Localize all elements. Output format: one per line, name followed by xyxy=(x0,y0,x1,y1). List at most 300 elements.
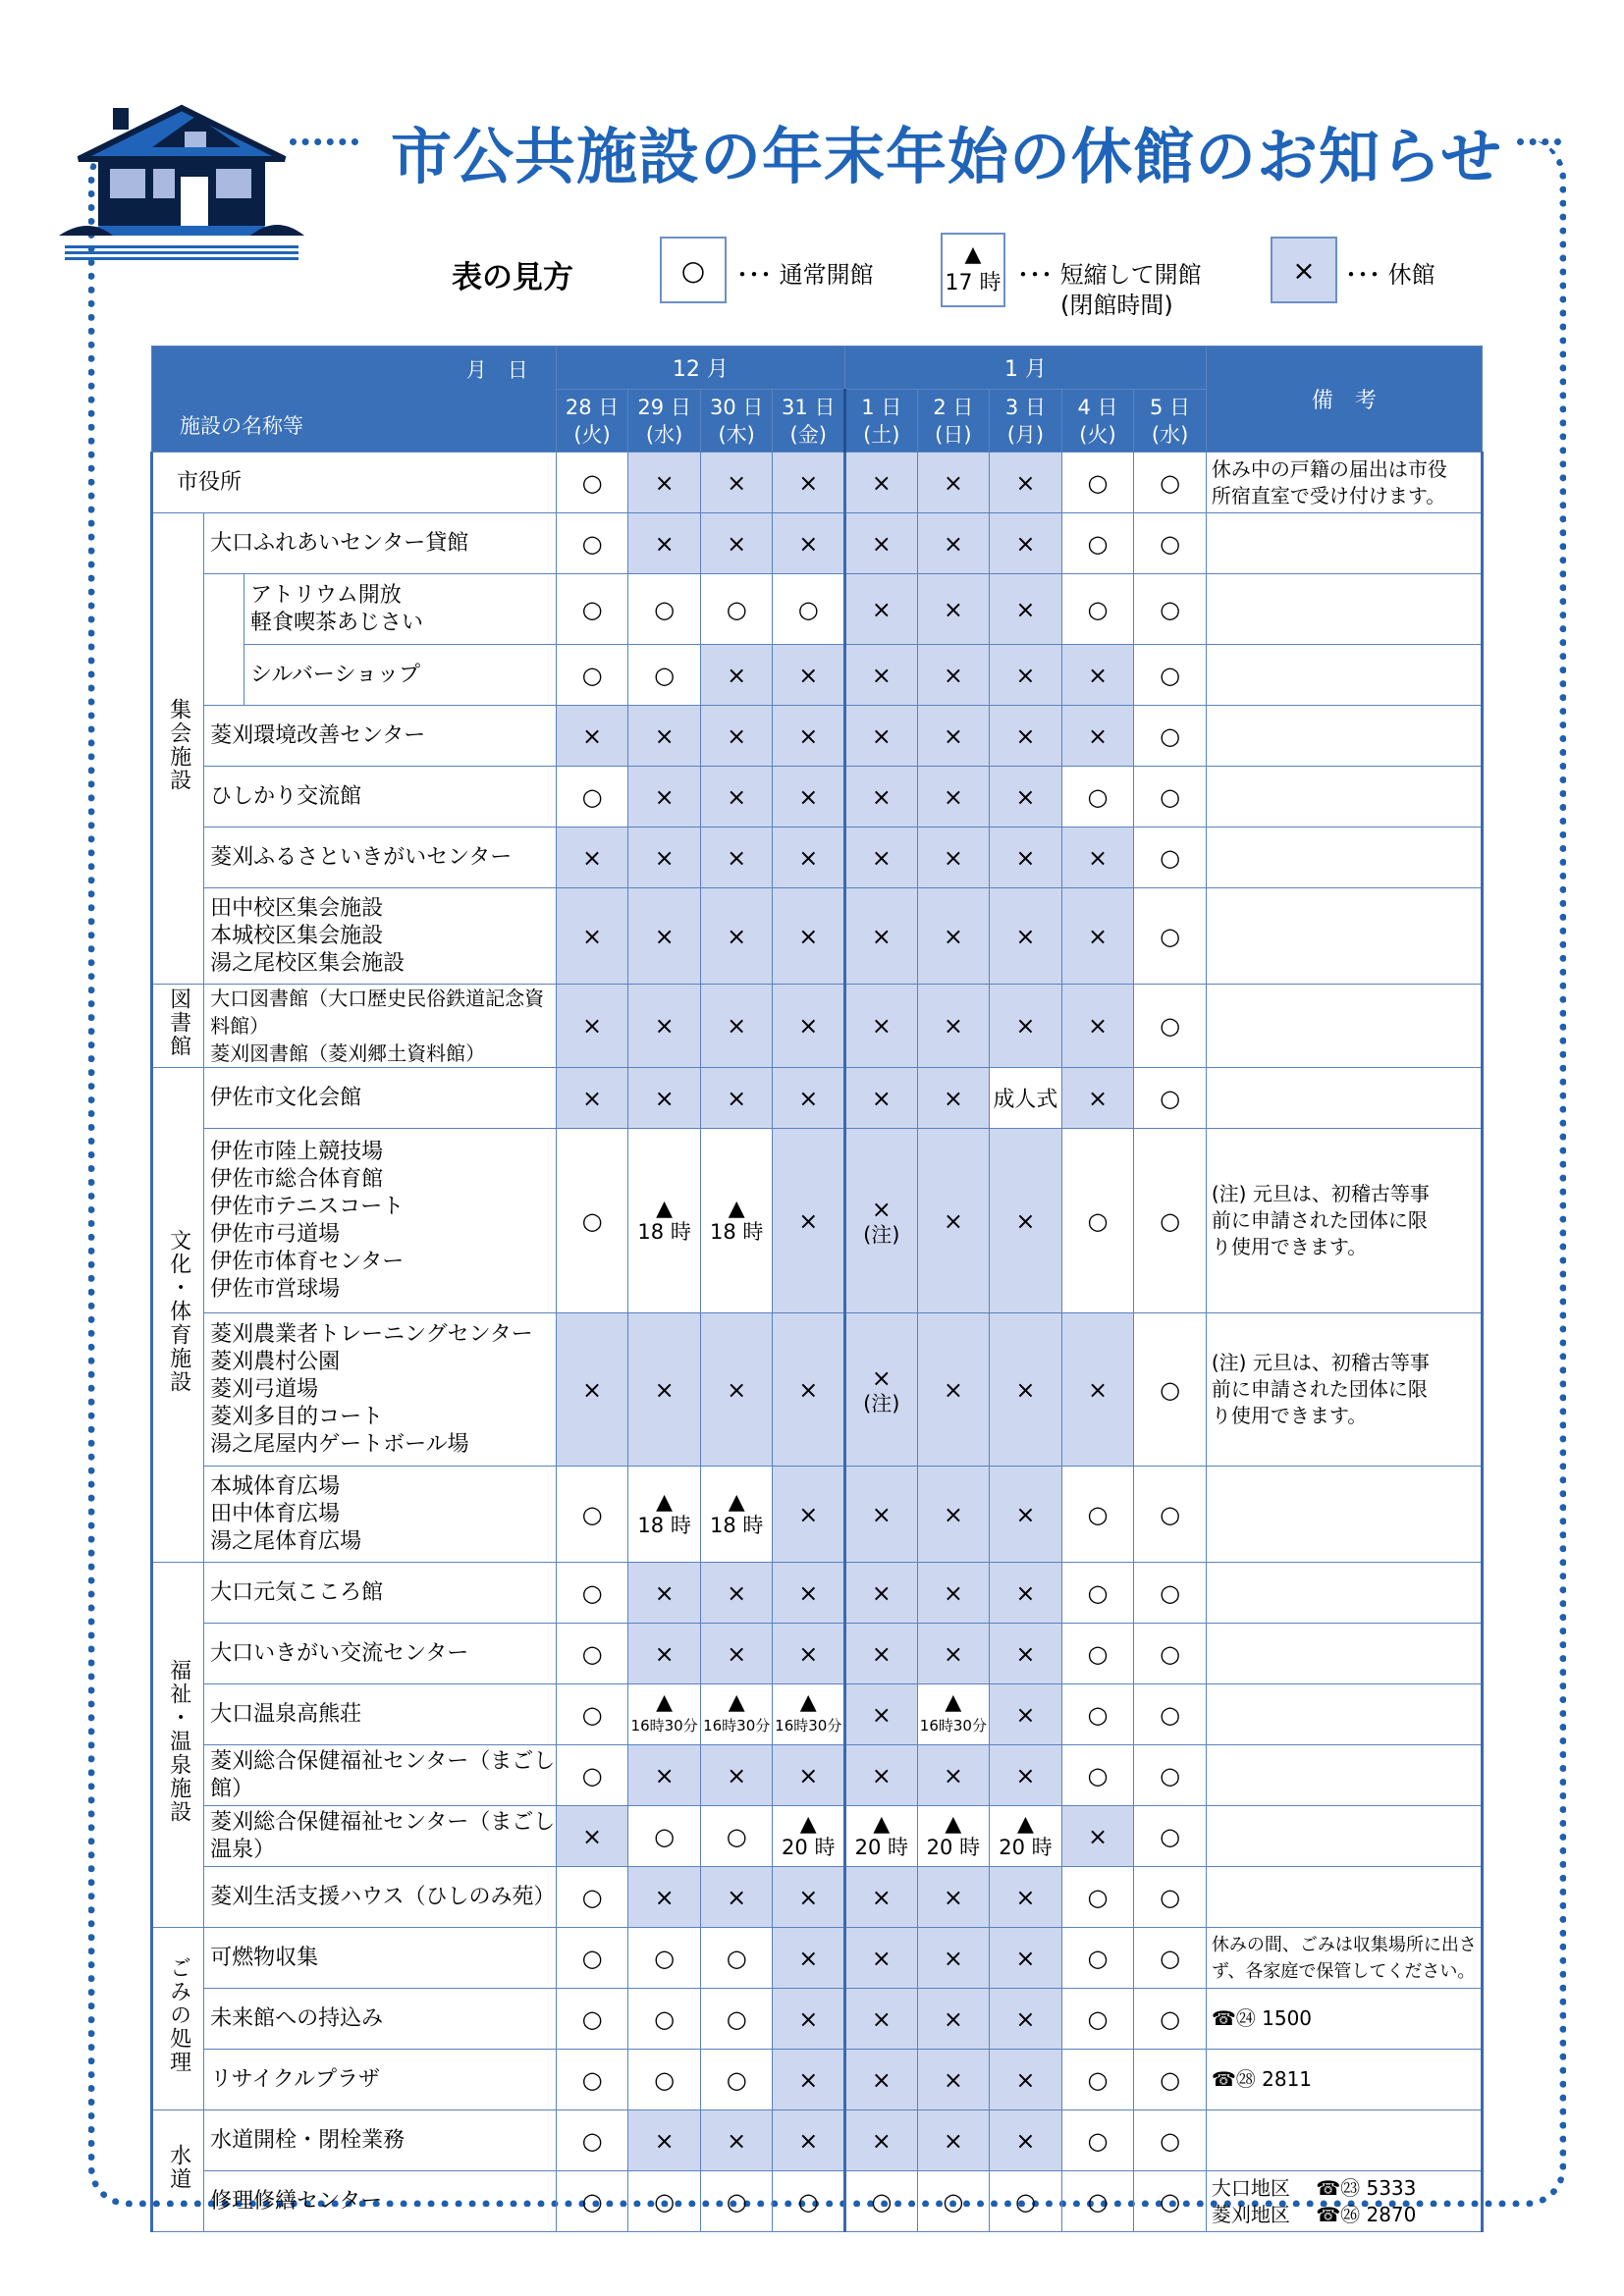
status-symbol: × xyxy=(798,1761,819,1789)
status-symbol: ○ xyxy=(1087,1639,1109,1668)
status-cell xyxy=(917,2110,990,2171)
status-symbol: ○ xyxy=(1087,1206,1109,1235)
status-symbol: × xyxy=(943,922,963,950)
status-symbol: ○ xyxy=(1087,1578,1109,1607)
status-cell xyxy=(845,1745,918,1806)
facility-name xyxy=(204,1684,557,1745)
facility-name-line: 伊佐市営球場 xyxy=(210,1276,341,1302)
status-cell xyxy=(556,1129,628,1313)
status-symbol: ▲ xyxy=(728,1689,745,1715)
facility-name xyxy=(204,828,557,888)
status-symbol: × xyxy=(798,1639,819,1668)
status-symbol: × xyxy=(871,1500,892,1528)
facility-name-line: 湯之尾校区集会施設 xyxy=(210,950,406,976)
status-symbol: ○ xyxy=(1087,595,1109,623)
status-symbol: ○ xyxy=(726,1944,747,1972)
status-symbol: × xyxy=(798,782,819,811)
status-cell xyxy=(990,1684,1062,1745)
status-cell xyxy=(773,1313,845,1467)
status-cell xyxy=(990,1989,1062,2050)
legend-short-symbol: ▲ xyxy=(964,241,982,267)
facility-name-line: 伊佐市テニスコート xyxy=(210,1194,405,1219)
status-symbol: × xyxy=(727,1761,747,1789)
status-symbol: × xyxy=(727,843,747,872)
table-row xyxy=(152,1624,1483,1684)
status-cell xyxy=(990,1068,1062,1129)
status-symbol: × xyxy=(1015,922,1036,950)
status-cell xyxy=(1061,888,1134,985)
status-symbol: × xyxy=(582,1084,603,1112)
status-cell xyxy=(556,706,628,767)
status-cell xyxy=(700,2050,773,2110)
legend-closed-symbol: × xyxy=(1292,253,1316,287)
status-cell xyxy=(773,1467,845,1563)
status-cell xyxy=(1061,1068,1134,1129)
status-cell xyxy=(845,513,918,574)
status-symbol: × xyxy=(1087,922,1109,950)
status-cell xyxy=(628,513,701,574)
status-symbol: ○ xyxy=(1087,2004,1109,2033)
status-symbol: × xyxy=(1087,721,1109,750)
status-symbol: ▲ xyxy=(873,1811,891,1837)
status-cell xyxy=(917,1867,990,1928)
status-symbol: ○ xyxy=(1087,1761,1109,1789)
status-symbol: × xyxy=(943,468,963,497)
status-cell xyxy=(845,1129,918,1313)
remarks-line: ☎㉘ 2811 xyxy=(1211,2067,1313,2091)
facility-name xyxy=(204,985,557,1068)
status-cell xyxy=(845,1806,918,1867)
status-cell xyxy=(556,574,628,645)
house-icon xyxy=(59,98,304,265)
status-cell xyxy=(700,1745,773,1806)
status-time: 18 時 xyxy=(709,1513,764,1537)
facility-name-line: 大口いきがい交流センター xyxy=(210,1640,469,1666)
status-cell xyxy=(1061,985,1134,1068)
header-month-dec: 12 月 xyxy=(556,347,844,390)
remarks-cell xyxy=(1206,574,1482,645)
status-symbol: × xyxy=(1015,1500,1036,1528)
status-symbol: × xyxy=(871,661,892,689)
remarks-cell xyxy=(1206,1563,1482,1624)
status-symbol: × xyxy=(1015,468,1036,497)
status-symbol: ○ xyxy=(1160,782,1181,811)
status-symbol: × xyxy=(654,922,675,950)
status-symbol: ○ xyxy=(581,2187,603,2216)
header-corner xyxy=(152,347,557,453)
facility-name-line: 伊佐市弓道場 xyxy=(210,1221,341,1247)
header-day-date: 5 日 xyxy=(1150,395,1191,419)
remarks-line: 前に申請された団体に限 xyxy=(1211,1208,1428,1232)
facility-name-line: 大口元気こころ館 xyxy=(210,1579,384,1605)
status-symbol: ○ xyxy=(1160,922,1181,950)
status-symbol: × xyxy=(943,2065,963,2094)
status-cell xyxy=(917,1467,990,1563)
header-day-weekday: (月) xyxy=(1006,422,1045,447)
status-symbol: × xyxy=(943,1500,963,1528)
status-cell xyxy=(1061,645,1134,706)
status-cell xyxy=(700,1928,773,1989)
facility-name-line: 菱刈多目的コート xyxy=(210,1404,384,1429)
status-cell xyxy=(845,574,918,645)
remarks-cell xyxy=(1206,1989,1482,2050)
status-symbol: ○ xyxy=(581,529,603,558)
status-cell xyxy=(700,645,773,706)
status-cell xyxy=(628,1928,701,1989)
status-symbol: ○ xyxy=(1160,2126,1181,2155)
status-cell xyxy=(1061,1313,1134,1467)
status-cell xyxy=(845,706,918,767)
status-cell xyxy=(700,706,773,767)
facility-name xyxy=(204,1745,557,1806)
header-day-weekday: (火) xyxy=(1079,422,1116,447)
status-symbol: × xyxy=(943,843,963,872)
table-row xyxy=(152,1806,1483,1867)
facility-name xyxy=(204,1467,557,1563)
status-cell xyxy=(700,985,773,1068)
status-symbol: ○ xyxy=(1087,1500,1109,1528)
remarks-cell xyxy=(1206,888,1482,985)
status-symbol: ○ xyxy=(581,1206,603,1235)
status-symbol: × xyxy=(871,1012,892,1040)
remarks-cell xyxy=(1206,1313,1482,1467)
facility-name-line: 可燃物収集 xyxy=(210,1945,319,1970)
facility-name xyxy=(204,1624,557,1684)
header-remarks: 備 考 xyxy=(1206,347,1482,453)
status-cell xyxy=(700,1806,773,1867)
status-time: 20 時 xyxy=(854,1835,909,1859)
status-symbol: × xyxy=(871,1084,892,1112)
remarks-line: り使用できます。 xyxy=(1211,1404,1368,1427)
status-symbol: × xyxy=(1015,1639,1036,1668)
status-time: (注) xyxy=(863,1391,900,1415)
status-symbol: ○ xyxy=(726,595,747,623)
status-symbol: × xyxy=(727,468,747,497)
status-symbol: × xyxy=(727,1639,747,1668)
status-cell xyxy=(773,888,845,985)
status-cell xyxy=(1061,1624,1134,1684)
status-symbol: ○ xyxy=(581,1639,603,1668)
facility-name-line: 大口温泉高熊荘 xyxy=(210,1701,362,1727)
status-symbol: ○ xyxy=(1160,721,1181,750)
header-day-date: 29 日 xyxy=(637,395,691,419)
status-cell xyxy=(1134,1467,1207,1563)
header-month-day: 月 日 xyxy=(465,358,528,382)
status-cell xyxy=(556,767,628,828)
status-cell xyxy=(1061,1129,1134,1313)
page-title: 市公共施設の年末年始の休館のお知らせ xyxy=(391,121,1503,192)
status-symbol: ○ xyxy=(1160,1206,1181,1235)
status-symbol: 成人式 xyxy=(993,1088,1058,1112)
status-symbol: ○ xyxy=(1160,1944,1181,1972)
status-cell xyxy=(1061,767,1134,828)
status-symbol: × xyxy=(727,529,747,558)
category-label-text: 福祉・温泉施設 xyxy=(166,1659,191,1824)
status-cell xyxy=(628,1467,701,1563)
status-symbol: × xyxy=(798,1578,819,1607)
facility-name xyxy=(204,1989,557,2050)
status-symbol: ○ xyxy=(726,2187,747,2216)
status-cell xyxy=(556,1989,628,2050)
status-symbol: × xyxy=(1015,1944,1036,1972)
facility-name-line: ひしかり交流館 xyxy=(210,783,362,809)
status-cell xyxy=(990,767,1062,828)
header-day-date: 28 日 xyxy=(565,395,620,419)
table-row xyxy=(152,513,1483,574)
status-cell xyxy=(1134,888,1207,985)
header-day-date: 30 日 xyxy=(709,395,764,419)
status-cell xyxy=(773,2171,845,2232)
category-label-text: 文化・体育施設 xyxy=(166,1229,191,1394)
status-symbol: ▲ xyxy=(656,1689,674,1715)
status-symbol: × xyxy=(654,1883,675,1911)
status-cell xyxy=(628,1684,701,1745)
status-cell xyxy=(628,1624,701,1684)
remarks-line: り使用できます。 xyxy=(1211,1235,1368,1258)
facility-name xyxy=(204,513,557,574)
status-symbol: ○ xyxy=(581,661,603,689)
status-cell xyxy=(628,1867,701,1928)
remarks-cell xyxy=(1206,453,1482,513)
facility-name-line: 水道開栓・閉栓業務 xyxy=(210,2127,406,2153)
status-symbol: × xyxy=(654,1375,675,1404)
table-row xyxy=(152,1068,1483,1129)
facility-name-line: 菱刈総合保健福祉センター（まごし温泉） xyxy=(210,1809,556,1862)
status-symbol: × xyxy=(727,1084,747,1112)
status-cell xyxy=(700,1867,773,1928)
status-symbol: ▲ xyxy=(728,1196,745,1221)
status-symbol: × xyxy=(798,1944,819,1972)
facility-name xyxy=(204,1563,557,1624)
status-symbol: × xyxy=(871,1195,892,1223)
status-time: 20 時 xyxy=(999,1835,1053,1859)
status-symbol: × xyxy=(943,1639,963,1668)
status-symbol: × xyxy=(798,529,819,558)
facility-name-line: 未来館への持込み xyxy=(210,2005,384,2031)
status-cell xyxy=(845,453,918,513)
status-cell xyxy=(845,2050,918,2110)
status-symbol: × xyxy=(871,2065,892,2094)
status-symbol: × xyxy=(943,1375,963,1404)
facility-name xyxy=(204,1928,557,1989)
status-symbol: × xyxy=(654,468,675,497)
facility-name-line: アトリウム開放 xyxy=(249,582,402,608)
status-cell xyxy=(556,2110,628,2171)
header-day xyxy=(917,390,990,453)
status-cell xyxy=(700,888,773,985)
remarks-line: (注) 元旦は、初稽古等事 xyxy=(1211,1351,1430,1374)
legend-short-label: ･･･ 短縮して開館 xyxy=(1017,261,1202,289)
status-symbol: × xyxy=(1015,595,1036,623)
status-cell xyxy=(773,1129,845,1313)
status-cell xyxy=(1134,2050,1207,2110)
status-symbol: ○ xyxy=(1160,1500,1181,1528)
dotted-frame-top-right xyxy=(1517,138,1561,145)
remarks-cell xyxy=(1206,1624,1482,1684)
status-symbol: ▲ xyxy=(728,1489,745,1515)
remarks-cell xyxy=(1206,1068,1482,1129)
status-cell xyxy=(990,828,1062,888)
status-symbol: ○ xyxy=(1160,529,1181,558)
status-cell xyxy=(917,1624,990,1684)
facility-name-line: 伊佐市陸上競技場 xyxy=(210,1139,384,1164)
status-cell xyxy=(845,1068,918,1129)
status-symbol: ○ xyxy=(581,1578,603,1607)
status-cell xyxy=(773,574,845,645)
status-cell xyxy=(628,706,701,767)
status-cell xyxy=(1134,1806,1207,1867)
status-time: 18 時 xyxy=(637,1513,691,1537)
status-symbol: × xyxy=(727,1578,747,1607)
status-symbol: ○ xyxy=(1160,1883,1181,1911)
status-cell xyxy=(628,1745,701,1806)
status-cell xyxy=(773,1745,845,1806)
status-symbol: ○ xyxy=(797,2187,819,2216)
category-label-text: 水道 xyxy=(166,2144,191,2191)
status-cell xyxy=(556,1806,628,1867)
status-symbol: × xyxy=(871,468,892,497)
status-cell xyxy=(1134,706,1207,767)
status-cell xyxy=(990,706,1062,767)
table-row xyxy=(152,453,1483,513)
status-cell xyxy=(700,828,773,888)
status-cell xyxy=(556,2171,628,2232)
status-symbol: × xyxy=(582,1822,603,1850)
status-cell xyxy=(1134,767,1207,828)
remarks-line: 所宿直室で受け付けます。 xyxy=(1211,483,1446,507)
status-symbol: × xyxy=(1015,782,1036,811)
facility-name-line: 田中体育広場 xyxy=(210,1501,341,1526)
remarks-cell xyxy=(1206,1467,1482,1563)
status-cell xyxy=(628,1989,701,2050)
status-symbol: × xyxy=(798,1084,819,1112)
table-row xyxy=(152,767,1483,828)
status-symbol: × xyxy=(1015,529,1036,558)
status-time: 16時30分 xyxy=(919,1716,987,1735)
remarks-cell xyxy=(1206,1129,1482,1313)
table-row xyxy=(152,706,1483,767)
status-cell xyxy=(556,453,628,513)
status-symbol: ○ xyxy=(1160,843,1181,872)
status-symbol: × xyxy=(1087,1822,1109,1850)
status-cell xyxy=(845,1928,918,1989)
status-symbol: × xyxy=(727,661,747,689)
status-symbol: ○ xyxy=(1160,1639,1181,1668)
status-cell xyxy=(990,574,1062,645)
header-day xyxy=(1061,390,1134,453)
facility-name-line: 菱刈総合保健福祉センター（まごし館） xyxy=(210,1748,556,1801)
status-symbol: × xyxy=(871,1578,892,1607)
table-row xyxy=(152,1313,1483,1467)
status-cell xyxy=(1134,828,1207,888)
table-row xyxy=(152,1684,1483,1745)
facility-name-line: シルバーショップ xyxy=(249,662,421,687)
status-symbol: × xyxy=(943,1883,963,1911)
status-symbol: × xyxy=(654,1761,675,1789)
status-cell xyxy=(845,1867,918,1928)
status-cell xyxy=(990,985,1062,1068)
status-time: 20 時 xyxy=(782,1835,836,1859)
facility-name-line: 菱刈生活支援ハウス（ひしのみ苑） xyxy=(210,1884,556,1909)
status-cell xyxy=(773,1989,845,2050)
status-cell xyxy=(1061,453,1134,513)
status-cell xyxy=(1134,1624,1207,1684)
header-day xyxy=(1134,390,1207,453)
status-symbol: × xyxy=(727,1375,747,1404)
indent-cell xyxy=(204,574,244,706)
status-cell xyxy=(556,985,628,1068)
status-cell xyxy=(556,1068,628,1129)
legend-closed-label: ･･･ 休館 xyxy=(1345,261,1435,289)
status-time: 20 時 xyxy=(926,1835,981,1859)
status-cell xyxy=(845,1467,918,1563)
status-symbol: × xyxy=(871,2004,892,2033)
status-symbol: × xyxy=(1015,1761,1036,1789)
status-symbol: ○ xyxy=(581,2126,603,2155)
status-symbol: × xyxy=(1087,1084,1109,1112)
status-symbol: × xyxy=(871,782,892,811)
status-symbol: ○ xyxy=(1160,1761,1181,1789)
status-symbol: × xyxy=(727,922,747,950)
status-cell xyxy=(990,1563,1062,1624)
status-symbol: × xyxy=(871,1363,892,1392)
facility-name-line: 市役所 xyxy=(177,469,243,495)
table-row xyxy=(152,2171,1483,2232)
status-cell xyxy=(700,1313,773,1467)
status-symbol: × xyxy=(871,1883,892,1911)
status-cell xyxy=(1061,1684,1134,1745)
status-symbol: × xyxy=(871,721,892,750)
status-symbol: × xyxy=(727,2126,747,2155)
status-symbol: × xyxy=(798,2065,819,2094)
status-symbol: ○ xyxy=(1160,1578,1181,1607)
status-symbol: ○ xyxy=(1014,2187,1036,2216)
status-symbol: ○ xyxy=(654,2004,676,2033)
status-symbol: ○ xyxy=(1160,1822,1181,1850)
header-day-date: 31 日 xyxy=(782,395,836,419)
header-day xyxy=(556,390,628,453)
facility-name xyxy=(152,453,557,513)
status-symbol: × xyxy=(871,595,892,623)
legend-short-sub: (閉館時間) xyxy=(1060,292,1173,319)
status-symbol: × xyxy=(798,1500,819,1528)
category-label-text: 図書館 xyxy=(166,987,191,1058)
facility-name xyxy=(204,1129,557,1313)
facility-name-line: 大口図書館（大口歴史民俗鉄道記念資料館） xyxy=(210,987,545,1038)
legend-open-box xyxy=(660,237,727,303)
category-label xyxy=(152,1068,204,1563)
facility-name xyxy=(204,706,557,767)
remarks-cell xyxy=(1206,645,1482,706)
status-cell xyxy=(845,1313,918,1467)
legend xyxy=(452,231,1532,319)
remarks-cell xyxy=(1206,1806,1482,1867)
facility-name xyxy=(204,1806,557,1867)
legend-short-box xyxy=(941,233,1005,307)
header-day xyxy=(700,390,773,453)
facility-name xyxy=(204,2050,557,2110)
status-cell xyxy=(556,645,628,706)
remarks-line: 大口地区 ☎㉓ 5333 xyxy=(1211,2175,1417,2200)
facility-name-line: 菱刈環境改善センター xyxy=(210,722,426,748)
table-row xyxy=(152,1563,1483,1624)
header-day xyxy=(773,390,845,453)
status-symbol: ○ xyxy=(654,1822,676,1850)
status-cell xyxy=(628,1129,701,1313)
status-symbol: × xyxy=(943,1761,963,1789)
status-symbol: × xyxy=(871,1639,892,1668)
status-cell xyxy=(917,1745,990,1806)
